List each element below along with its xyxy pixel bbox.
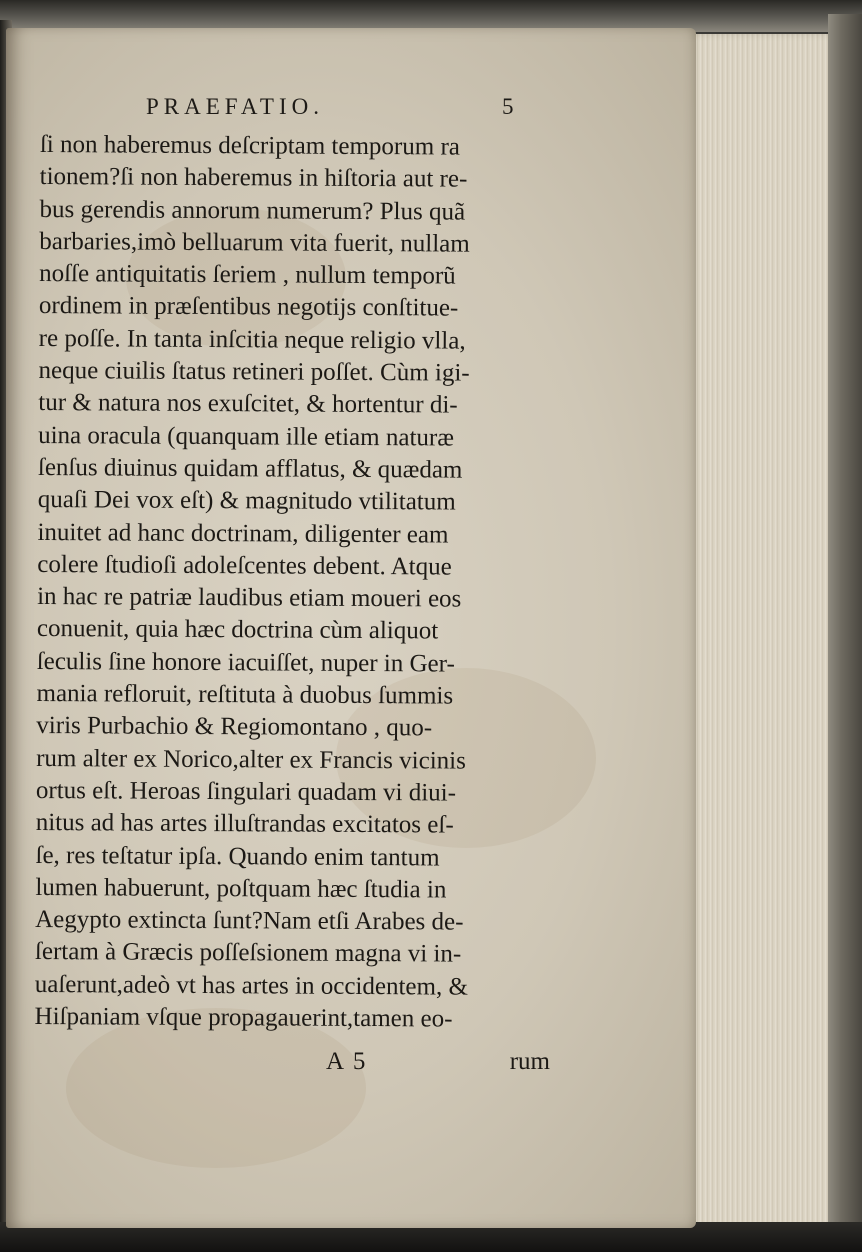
text-line: rum alter ex Norico,alter ex Francis vicinis bbox=[36, 744, 466, 775]
signature-mark: A 5 bbox=[326, 1048, 368, 1075]
text-line: ordinem in præſentibus negotijs conſtitue- bbox=[38, 292, 459, 323]
text-line: ſenſus diuinus quidam afflatus, & quædam bbox=[37, 453, 463, 484]
text-line: viris Purbachio & Regiomontano , quo- bbox=[36, 712, 433, 742]
text-line: Aegypto extincta ſunt?Nam etſi Arabes de- bbox=[35, 906, 464, 936]
page-number: 5 bbox=[502, 94, 514, 119]
text-line: uina oracula (quanquam ille etiam naturæ bbox=[38, 421, 455, 452]
text-line: noſſe antiquitatis ſeriem , nullum temporũ bbox=[39, 260, 456, 290]
text-line: lumen habuerunt, poſtquam hæc ſtudia in bbox=[35, 873, 447, 904]
text-line: Hiſpaniam vſque propagauerint,tamen eo- bbox=[34, 1002, 453, 1033]
book-cover-edge bbox=[828, 14, 862, 1252]
text-line: tur & natura nos exuſcitet, & hortentur di- bbox=[38, 389, 458, 419]
text-line: ſi non haberemus deſcriptam temporum ra bbox=[39, 130, 460, 161]
text-line: re poſſe. In tanta inſcitia neque religio vlla, bbox=[38, 324, 466, 355]
page-footer bbox=[322, 1048, 550, 1080]
text-line: uaſerunt,adeò vt has artes in occidentem, & bbox=[34, 970, 469, 1001]
text-line: conuenit, quia hæc doctrina cùm aliquot bbox=[36, 615, 439, 645]
text-line: nitus ad has artes illuſtrandas excitatos eſ- bbox=[35, 809, 454, 839]
running-header bbox=[140, 92, 520, 126]
text-line: in hac re patriæ laudibus etiam moueri eos bbox=[37, 583, 462, 613]
running-title: PRAEFATIO. bbox=[146, 94, 325, 119]
text-line: ſeculis ſine honore iacuiſſet, nuper in Ger- bbox=[36, 647, 455, 678]
text-line: mania refloruit, reſtituta à duobus ſummis bbox=[36, 680, 454, 710]
text-line: ſertam à Græcis poſſeſsionem magna vi in- bbox=[34, 938, 462, 969]
text-line: neque ciuilis ſtatus retineri poſſet. Cùm igi- bbox=[38, 357, 470, 387]
text-line: barbaries,imò belluarum vita fuerit, nullam bbox=[39, 227, 470, 258]
text-line: bus gerendis annorum numerum? Plus quã bbox=[39, 195, 466, 226]
catchword: rum bbox=[509, 1048, 550, 1075]
text-line: ortus eſt. Heroas ſingulari quadam vi diui- bbox=[35, 776, 457, 807]
text-line: inuitet ad hanc doctrinam, diligenter eam bbox=[37, 518, 449, 549]
text-line: ſe, res teſtatur ipſa. Quando enim tantum bbox=[35, 841, 440, 871]
text-line: quaſi Dei vox eſt) & magnitudo vtilitatum bbox=[37, 486, 456, 516]
text-line: tionem?ſi non haberemus in hiſtoria aut re- bbox=[39, 163, 468, 193]
body-text bbox=[34, 129, 550, 1036]
text-line: colere ſtudioſi adoleſcentes debent. Atque bbox=[37, 550, 452, 581]
page-edges bbox=[684, 34, 834, 1234]
